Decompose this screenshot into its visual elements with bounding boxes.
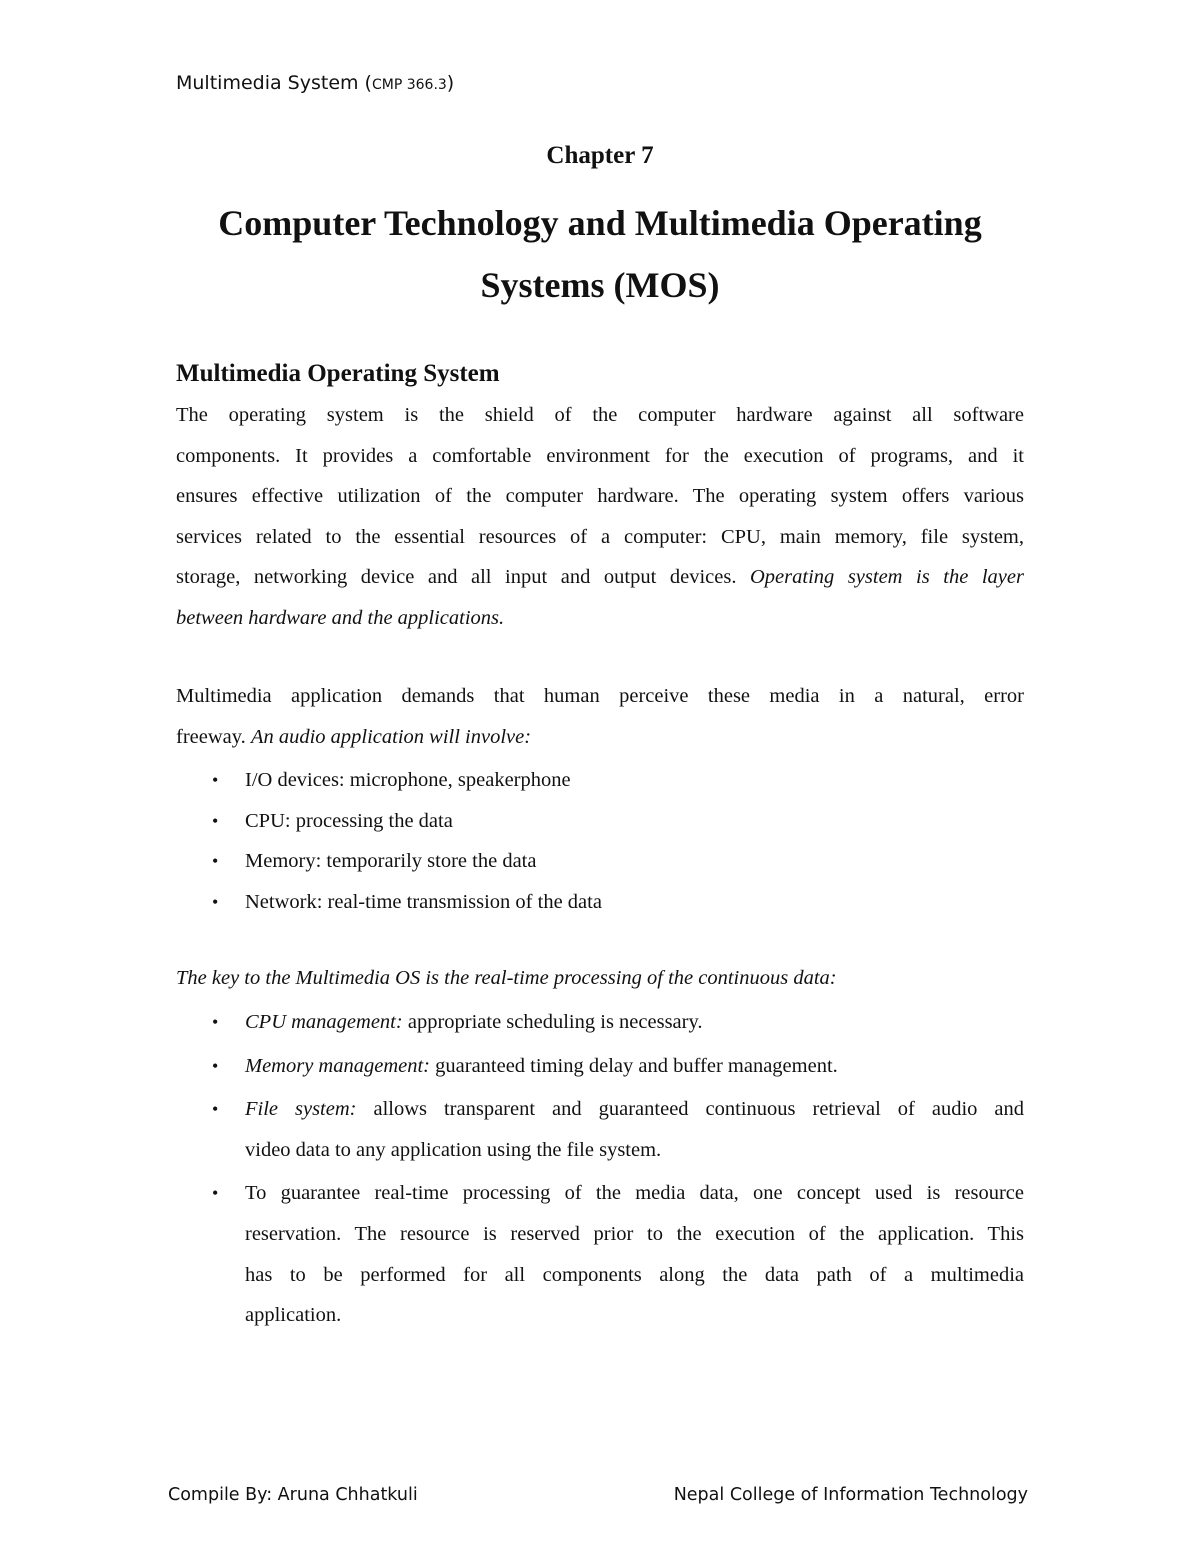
bullet-icon: • [212, 770, 219, 790]
bullet-icon: • [212, 1183, 219, 1204]
paragraph-text: freeway. [176, 725, 251, 748]
bullet-icon: • [212, 810, 219, 831]
bullet-icon: • [212, 1099, 219, 1120]
list-item-text: appropriate scheduling is necessary. [402, 1011, 703, 1033]
paragraph-os-definition [176, 395, 1024, 639]
paragraph-line: ensures effective utilization of the computer hardware. The operating system offers various [176, 485, 1024, 508]
course-code: CMP 366.3 [371, 77, 447, 93]
mos-requirements-list [176, 1002, 1024, 1339]
list-item-line: has to be performed for all components along the data path of a multimedia [245, 1263, 1024, 1286]
paragraph-line [176, 557, 1024, 598]
paragraph-line [176, 717, 1024, 758]
paragraph-emphasis: An audio application will involve: [250, 725, 532, 748]
audio-application-list [176, 760, 1024, 922]
paragraph-line: components. It provides a comfortable environment for the execution of programs, and it [176, 444, 1024, 467]
page-header [176, 72, 454, 94]
list-item [176, 801, 1024, 842]
paragraph-key-to-mos: The key to the Multimedia OS is the real-time processing of the continuous data: [176, 967, 837, 989]
list-item-term: CPU management: [245, 1011, 403, 1033]
bullet-icon: • [212, 851, 219, 872]
list-item [176, 1173, 1024, 1335]
section-heading: Multimedia Operating System [176, 360, 500, 387]
list-item-text: I/O devices: microphone, speakerphone [245, 769, 571, 791]
list-item [176, 1089, 1024, 1170]
list-item-text: Memory: temporarily store the data [245, 850, 537, 873]
list-item-term: File system: [245, 1098, 357, 1121]
paragraph-emphasis-line: between hardware and the applications. [176, 606, 505, 629]
list-item-line: reservation. The resource is reserved prior to the execution of the application. This [245, 1222, 1024, 1245]
chapter-title-line-1: Computer Technology and Multimedia Operating [218, 203, 982, 243]
paragraph-emphasis: Operating system is the layer [750, 566, 1024, 589]
chapter-number: Chapter 7 [546, 142, 654, 169]
bullet-icon: • [212, 891, 219, 912]
footer-author: Compile By: Aruna Chhatkuli [168, 1485, 418, 1505]
list-item [176, 1002, 1024, 1043]
list-item [176, 1046, 1024, 1087]
footer-institution: Nepal College of Information Technology [673, 1485, 1028, 1505]
bullet-icon: • [212, 1055, 219, 1076]
list-item-text: guaranteed timing delay and buffer management. [430, 1054, 838, 1077]
list-item-term: Memory management: [245, 1054, 431, 1077]
list-item-line [245, 1089, 1024, 1130]
list-item-line: To guarantee real-time processing of the media data, one concept used is resource [245, 1182, 1024, 1205]
list-item [176, 760, 1024, 801]
bullet-icon: • [212, 1012, 219, 1032]
paragraph-line: services related to the essential resources of a computer: CPU, main memory, file system, [176, 525, 1024, 548]
chapter-title-line-2: Systems (MOS) [480, 265, 720, 305]
chapter-title [150, 192, 1050, 316]
list-item [176, 882, 1024, 923]
paragraph-text: storage, networking device and all input and output devices. [176, 566, 750, 589]
list-item-line: application. [245, 1304, 342, 1327]
paragraph-multimedia-demands [176, 676, 1024, 757]
course-paren: ) [446, 72, 455, 94]
list-item-line: video data to any application using the file system. [245, 1138, 662, 1161]
paragraph-line: Multimedia application demands that human perceive these media in a natural, error [176, 685, 1024, 707]
list-item-text: CPU: processing the data [245, 809, 453, 832]
list-item [176, 841, 1024, 882]
paragraph-line: The operating system is the shield of the computer hardware against all software [176, 404, 1024, 426]
course-name: Multimedia System ( [176, 72, 372, 94]
list-item-text: allows transparent and guaranteed continuous retrieval of audio and [356, 1098, 1024, 1121]
list-item-text: Network: real-time transmission of the data [245, 890, 602, 913]
